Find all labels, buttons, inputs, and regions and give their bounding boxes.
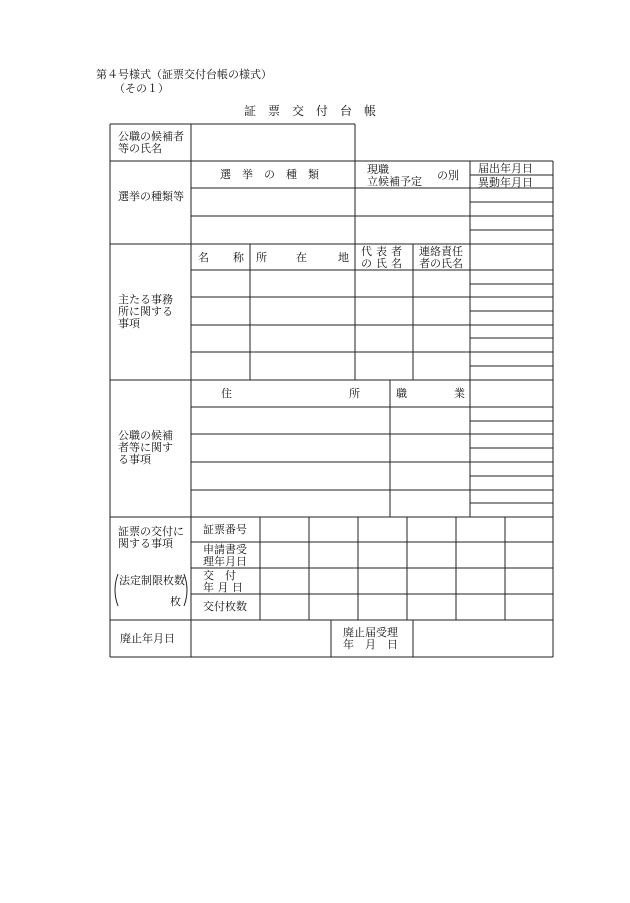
header-job-a: 職: [396, 387, 407, 400]
form-number: 第４号様式（証票交付台帳の様式）: [96, 68, 272, 81]
label-legal-limit-unit: 枚: [170, 595, 181, 608]
row-certificate-number: 証票番号: [203, 523, 247, 536]
header-office-place-a: 所: [256, 251, 267, 264]
header-status-planned: 立候補予定: [367, 175, 422, 188]
label-main-office: 主たる事務所に関する事項: [118, 293, 173, 330]
header-office-rep-a: 代表者: [361, 245, 406, 258]
label-abolish-receipt: 廃止届受理年 月 日: [343, 626, 398, 651]
label-abolish-date: 廃止年月日: [120, 632, 175, 645]
header-address-a: 住: [221, 387, 232, 400]
header-office-place-c: 地: [338, 251, 349, 264]
header-report-date: 届出年月日: [478, 162, 533, 175]
label-legal-limit: 法定制限枚数: [119, 574, 185, 587]
header-office-name-b: 称: [233, 251, 244, 264]
header-office-rep-b: の氏名: [361, 257, 406, 270]
page-title: 証 票 交 付 台 帳: [244, 104, 377, 118]
header-election-type: 選 挙 の 種 類: [220, 168, 319, 181]
row-issue-count: 交付枚数: [203, 600, 247, 613]
label-candidate-info: 公職の候補者等に関する事項: [118, 429, 173, 466]
header-status-current: 現職: [367, 163, 389, 176]
header-address-b: 所: [349, 387, 360, 400]
row-issue-date-b: 年 月 日: [203, 581, 243, 594]
label-candidate-name: 公職の候補者等の氏名: [118, 130, 184, 155]
header-office-place-b: 在: [296, 251, 307, 264]
header-status-suffix: の別: [437, 169, 459, 182]
row-apply-date-b: 理年月日: [203, 555, 247, 568]
label-election-type: 選挙の種類等: [118, 190, 184, 203]
row-apply-date-a: 申請書受: [203, 543, 247, 556]
header-office-contact-b: 者の氏名: [419, 257, 463, 270]
form-subtitle: （その１）: [114, 82, 169, 95]
header-job-b: 業: [454, 387, 465, 400]
label-certificate: 証票の交付に関する事項: [118, 525, 184, 550]
row-issue-date-a: 交 付: [203, 569, 236, 582]
header-change-date: 異動年月日: [478, 176, 533, 189]
header-office-name-a: 名: [198, 251, 209, 264]
header-office-contact-a: 連絡責任: [419, 245, 463, 258]
